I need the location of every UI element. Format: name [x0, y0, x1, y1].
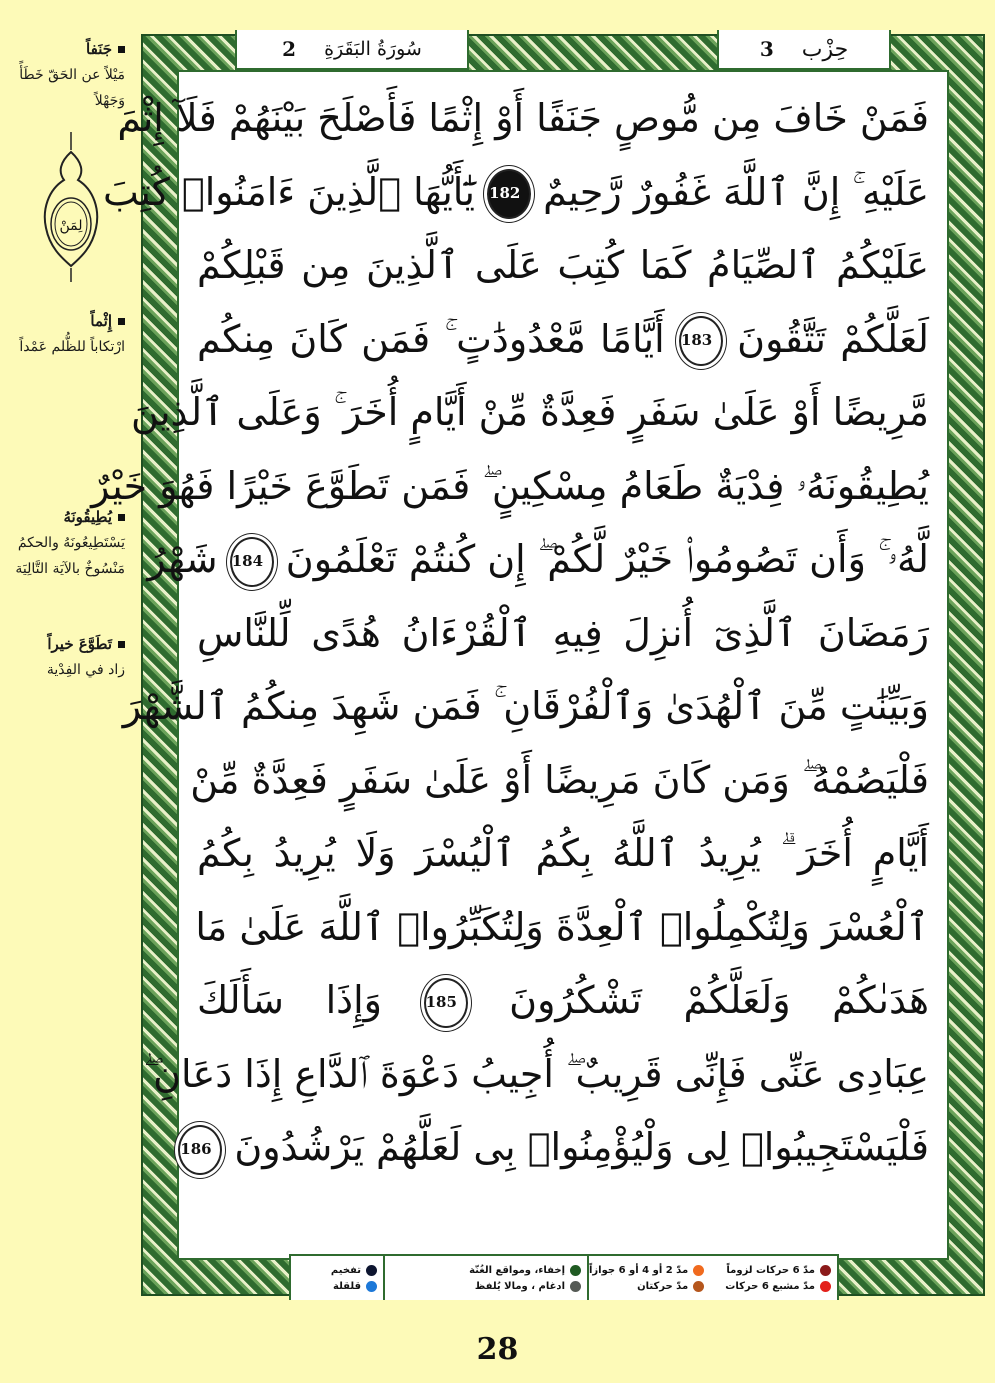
hizb-number: 3	[759, 37, 774, 61]
rub-marker-label: لِمَنْ	[59, 218, 83, 234]
note-meaning: ارْتكاباً للظُّلم عَمْداً	[19, 339, 125, 355]
verse-line: مَّرِيضًا أَوْ عَلَىٰ سَفَرٍ فَعِدَّةٌ مِّنْ أَيَّامٍ أُخَرَ ۚ وَعَلَى ٱلَّذِينَ	[131, 390, 929, 434]
text-area	[91, 70, 949, 1260]
verse-number-medallion: 185	[424, 978, 468, 1028]
note-word: إِثْماً	[90, 312, 112, 330]
verse-line: فَلْيَسْتَجِيبُوا۟ لِى وَلْيُؤْمِنُوا۟ بِى لَعَلَّهُمْ يَرْشُدُونَ 186	[197, 1111, 929, 1185]
surah-header	[235, 30, 469, 70]
hizb-label: حِزْب	[801, 36, 849, 62]
note-word: تَطَوَّعَ خيراً	[47, 635, 112, 653]
verse-line: وَبَيِّنَٰتٍ مِّنَ ٱلْهُدَىٰ وَٱلْفُرْقَانِ ۚ فَمَن شَهِدَ مِنكُمُ ٱلشَّهْرَ	[122, 684, 929, 728]
color-dot-icon	[820, 1265, 831, 1276]
note-meaning: مَيْلاً عن الحَقّ خَطَأً وَجَهْلاً	[19, 67, 125, 109]
color-dot-icon	[820, 1281, 831, 1292]
verse-line: رَمَضَانَ ٱلَّذِىٓ أُنزِلَ فِيهِ ٱلْقُرْءَانُ هُدًى لِّلنَّاسِ	[197, 610, 929, 655]
bullet-square-icon	[118, 641, 125, 648]
verse-line: هَدَىٰكُمْ وَلَعَلَّكُمْ تَشْكُرُونَ 185 وَإِذَا سَأَلَكَ	[197, 964, 929, 1038]
tajweed-legend-other	[289, 1254, 589, 1300]
tajweed-legend-madd	[581, 1254, 839, 1300]
legend-item: قلقلة	[297, 1281, 377, 1292]
note-tatawwaa	[0, 635, 125, 683]
bullet-square-icon	[118, 46, 125, 53]
verse-line: فَمَنْ خَافَ مِن مُّوصٍ جَنَفًا أَوْ إِثْمًا فَأَصْلَحَ بَيْنَهُمْ فَلَآ إِثْمَ	[117, 96, 929, 140]
legend-item: مدّ مشبع 6 حركات	[716, 1281, 831, 1292]
color-dot-icon	[366, 1265, 377, 1276]
legend-item: مدّ حركتان	[589, 1281, 704, 1292]
color-dot-icon	[693, 1281, 704, 1292]
note-janafan	[0, 40, 125, 114]
verse-line: عَلَيْكُمُ ٱلصِّيَامُ كَمَا كُتِبَ عَلَى ٱلَّذِينَ مِن قَبْلِكُمْ	[197, 243, 929, 287]
color-dot-icon	[570, 1265, 581, 1276]
color-dot-icon	[366, 1281, 377, 1292]
legend-item: إخفاء، ومواقع الغُنّة	[391, 1265, 581, 1276]
note-word: يُطِيقُونَهُ	[63, 508, 112, 526]
verse-line: ٱلْعُسْرَ وَلِتُكْمِلُوا۟ ٱلْعِدَّةَ وَلِتُكَبِّرُوا۟ ٱللَّهَ عَلَىٰ مَا	[195, 904, 929, 949]
surah-number: 2	[282, 37, 297, 61]
verse-number-medallion: 182	[487, 169, 531, 219]
quran-text	[91, 82, 929, 1248]
legend-item: مدّ 2 أو 4 أو 6 جوازاً	[589, 1265, 704, 1276]
verse-line: عِبَادِى عَنِّى فَإِنِّى قَرِيبٌ ۖ أُجِيبُ دَعْوَةَ ٱلدَّاعِ إِذَا دَعَانِ ۖ	[143, 1051, 929, 1096]
verse-number-medallion: 186	[178, 1125, 222, 1175]
verse-number-medallion: 183	[679, 316, 723, 366]
page-frame	[91, 34, 985, 1296]
verse-line: لَعَلَّكُمْ تَتَّقُونَ 183 أَيَّامًا مَّعْدُودَٰتٍ ۚ فَمَن كَانَ مِنكُم	[197, 303, 929, 377]
legend-divider	[383, 1256, 385, 1300]
note-ithman	[0, 312, 125, 360]
color-dot-icon	[570, 1281, 581, 1292]
verse-line: أَيَّامٍ أُخَرَ ۗ يُرِيدُ ٱللَّهُ بِكُمُ ٱلْيُسْرَ وَلَا يُرِيدُ بِكُمُ	[197, 831, 929, 875]
note-meaning: يَسْتَطِيعُونَهُ والحكمُ مَنْسُوخٌ بالآيَة التَّالِيَة	[15, 535, 125, 577]
note-word: جَنَفاً	[86, 40, 112, 58]
verse-number-medallion: 184	[230, 537, 274, 587]
verse-line: فَلْيَصُمْهُ ۖ وَمَن كَانَ مَرِيضًا أَوْ عَلَىٰ سَفَرٍ فَعِدَّةٌ مِّنْ	[190, 757, 929, 802]
surah-name: سُورَةُ البَقَرَةِ	[324, 38, 422, 60]
bullet-square-icon	[118, 318, 125, 325]
legend-item: ادغام ، ومالا يُلفظ	[391, 1281, 581, 1292]
note-meaning: زاد في الفِدْية	[46, 662, 125, 678]
legend-item: تفخيم	[297, 1265, 377, 1276]
rub-hizb-marker-icon	[38, 132, 104, 282]
verse-line: يُطِيقُونَهُۥ فِدْيَةٌ طَعَامُ مِسْكِينٍ ۖ فَمَن تَطَوَّعَ خَيْرًا فَهُوَ خَيْرٌ	[91, 463, 929, 508]
verse-line: عَلَيْهِ ۚ إِنَّ ٱللَّهَ غَفُورٌ رَّحِيمٌ 182 يَٰٓأَيُّهَا ٱلَّذِينَ ءَامَنُوا۟ كُتِبَ	[197, 156, 929, 230]
hizb-header	[717, 30, 891, 70]
page-number: 28	[476, 1332, 519, 1367]
verse-line: لَّهُۥ ۚ وَأَن تَصُومُوا۟ خَيْرٌ لَّكُمْ ۖ إِن كُنتُمْ تَعْلَمُونَ 184 شَهْرُ	[197, 523, 929, 597]
color-dot-icon	[693, 1265, 704, 1276]
legend-item: مدّ 6 حركات لزوماً	[716, 1265, 831, 1276]
